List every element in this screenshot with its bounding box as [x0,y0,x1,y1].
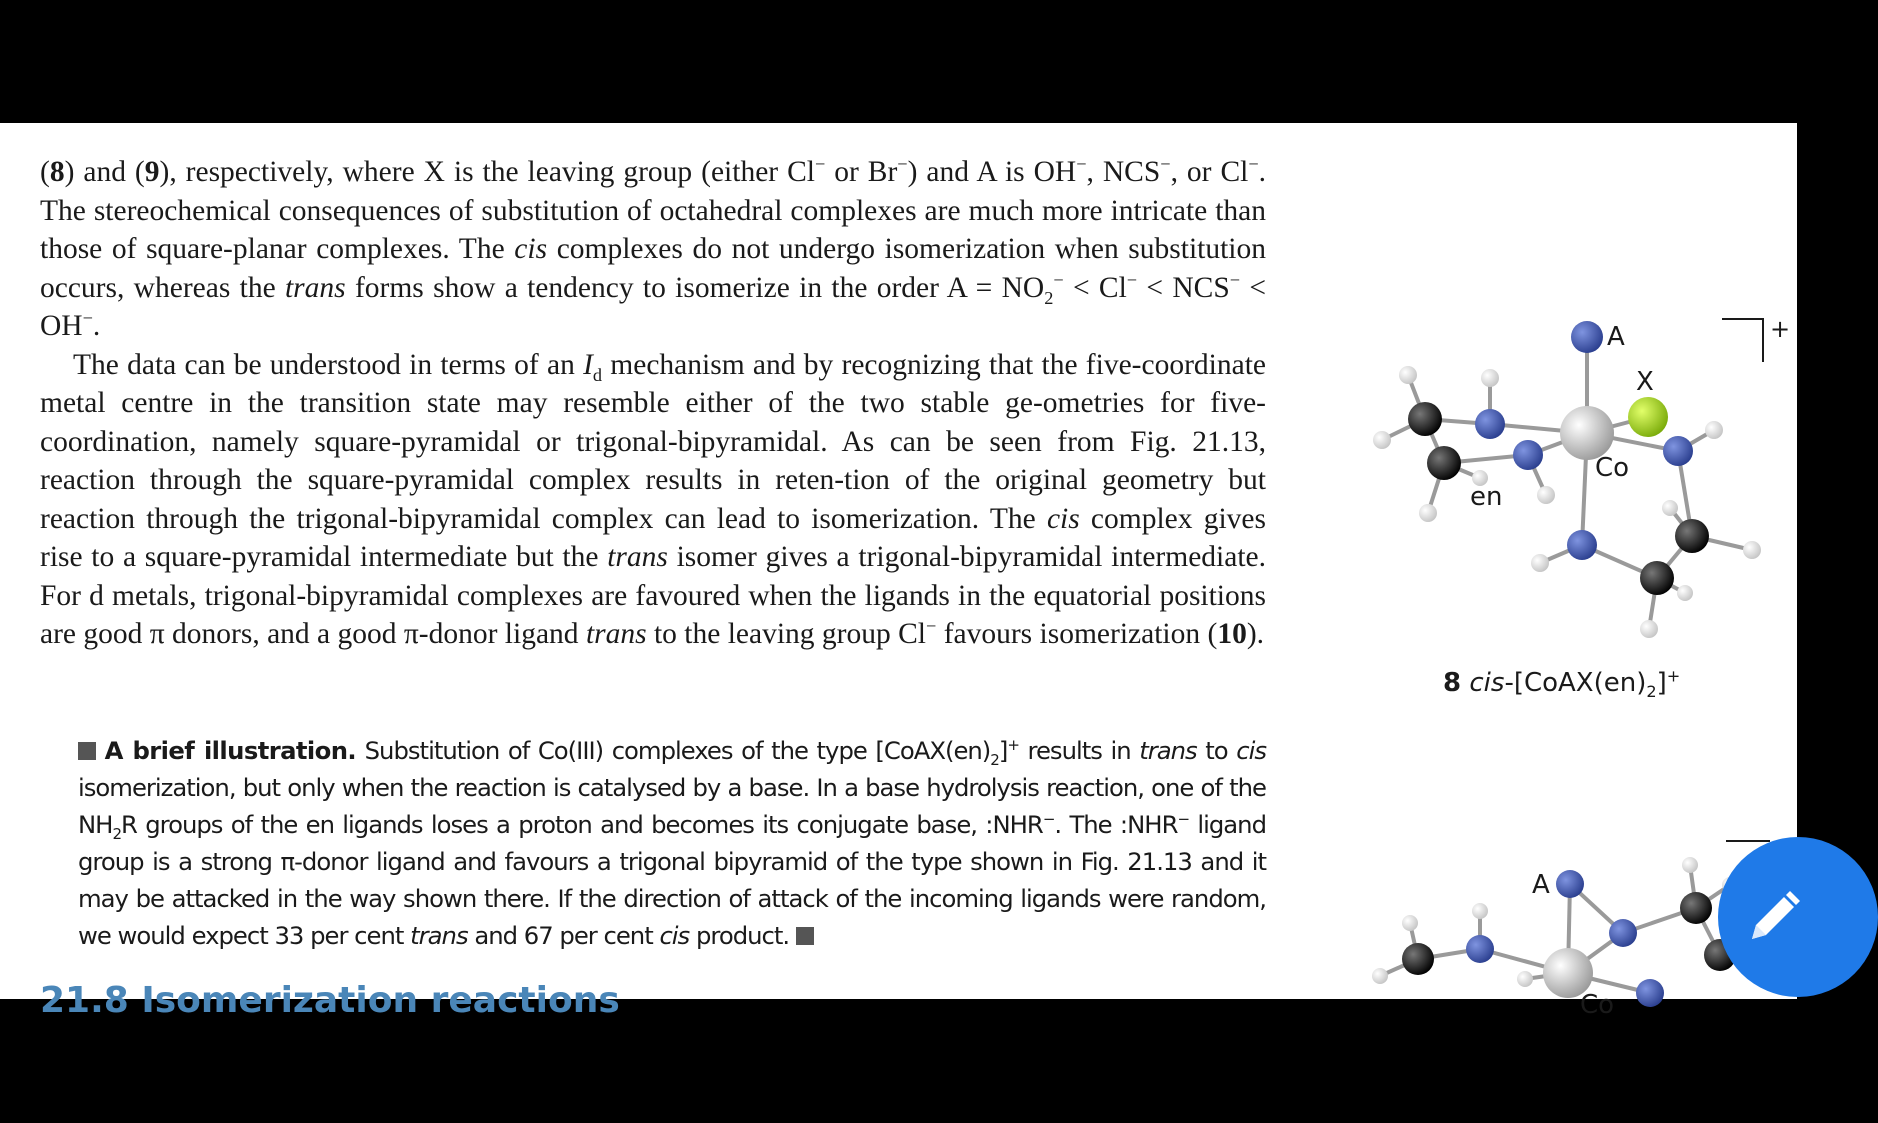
label-co-2: Co [1580,990,1615,1020]
ligand-a-atom [1556,870,1584,898]
carbon-atom [1675,519,1709,553]
paragraph-2: The data can be understood in terms of an $I_d$ mechanism and by recognizing that the five-coordinate metal centre in the transition state may resemble either of the two stable ge-ometries for five-coordination, namely square-pyramidal or trigonal-bipyramidal. As can be seen from Fig. 21.13, reaction through the square-pyramidal complex results in reten-tion of the original geometry but reaction through the trigonal-bipyramidal complex can lead to isomerization. The cis complex gives rise to a square-pyramidal intermediate but the trans isomer gives a trigonal-bipyramidal intermediate. For d metals, trigonal-bipyramidal complexes are favoured when the ligands in the equatorial positions are good π donors, and a good π-donor ligand trans to the leaving group Cl− favours isomerization (10). [40,348,1266,650]
label-charge: + [1770,315,1791,343]
nitrogen-atom [1466,935,1494,963]
nitrogen-atom [1636,979,1664,1007]
carbon-atom [1640,561,1674,595]
ligand-a-atom [1571,321,1603,353]
label-en: en [1470,482,1503,512]
molecule-8 [1373,315,1790,638]
carbon-atom [1680,892,1712,924]
nitrogen-atom [1475,409,1505,439]
figure-caption: 8 cis-$[CoAX(en)_2]^+$ [1443,666,1681,702]
ligand-x-atom [1628,397,1668,437]
molecule-structures [1340,123,1797,1020]
nitrogen-atom [1567,530,1597,560]
paragraph-1: (8) and (9), respectively, where X is the leaving group (either Cl− or Br−) and A is OH−, NCS−, or Cl−. The stereochemical consequences of substitution of octahedral complexes are much more intricate than those of square-planar complexes. The cis complexes do not undergo isomerization when substitution occurs, whereas the trans forms show a tendency to isomerize in the order $A = NO_2^- < Cl^- < NCS^- < OH^-$. [40,154,1267,342]
edit-button[interactable] [1718,837,1878,997]
bonds [1382,337,1752,629]
label-co: Co [1595,453,1630,483]
body-text [40,153,1266,654]
document-page [0,123,1797,1021]
label-x: X [1636,367,1654,397]
pencil-icon [1744,887,1804,947]
molecule-10-partial [1372,841,1770,1020]
label-a-2: A [1532,870,1550,900]
illustration-lead: A brief illustration. [104,736,357,765]
end-square-icon [796,927,814,945]
cobalt-atom [1560,406,1614,460]
bracket-icon [1722,319,1763,362]
label-a: A [1607,322,1625,352]
square-bullet-icon [78,742,96,760]
carbon-atom [1408,402,1442,436]
brief-illustration: A brief illustration. Substitution of Co(III) complexes of the type $[CoAX(en)_2]^+$ results in trans to cis isomerization, but only when the reaction is catalysed by a base. In a base hydrolysis reaction, one of the $NH_2R$ groups of the en ligands loses a proton and becomes its conjugate base, :NHR−. The :NHR− ligand group is a strong π-donor ligand and favours a trigonal bipyramid of the type shown in Fig. 21.13 and it may be attacked in the way shown there. If the direction of attack of the incoming ligands were random, we would expect 33 per cent trans and 67 per cent cis product. [78,735,1266,950]
nitrogen-atom [1513,440,1543,470]
nitrogen-atom [1663,436,1693,466]
nitrogen-atom [1609,919,1637,947]
carbon-atom [1427,446,1461,480]
section-heading-partial: 21.8 Isomerization reactions [40,980,620,1021]
carbon-atom [1402,943,1434,975]
